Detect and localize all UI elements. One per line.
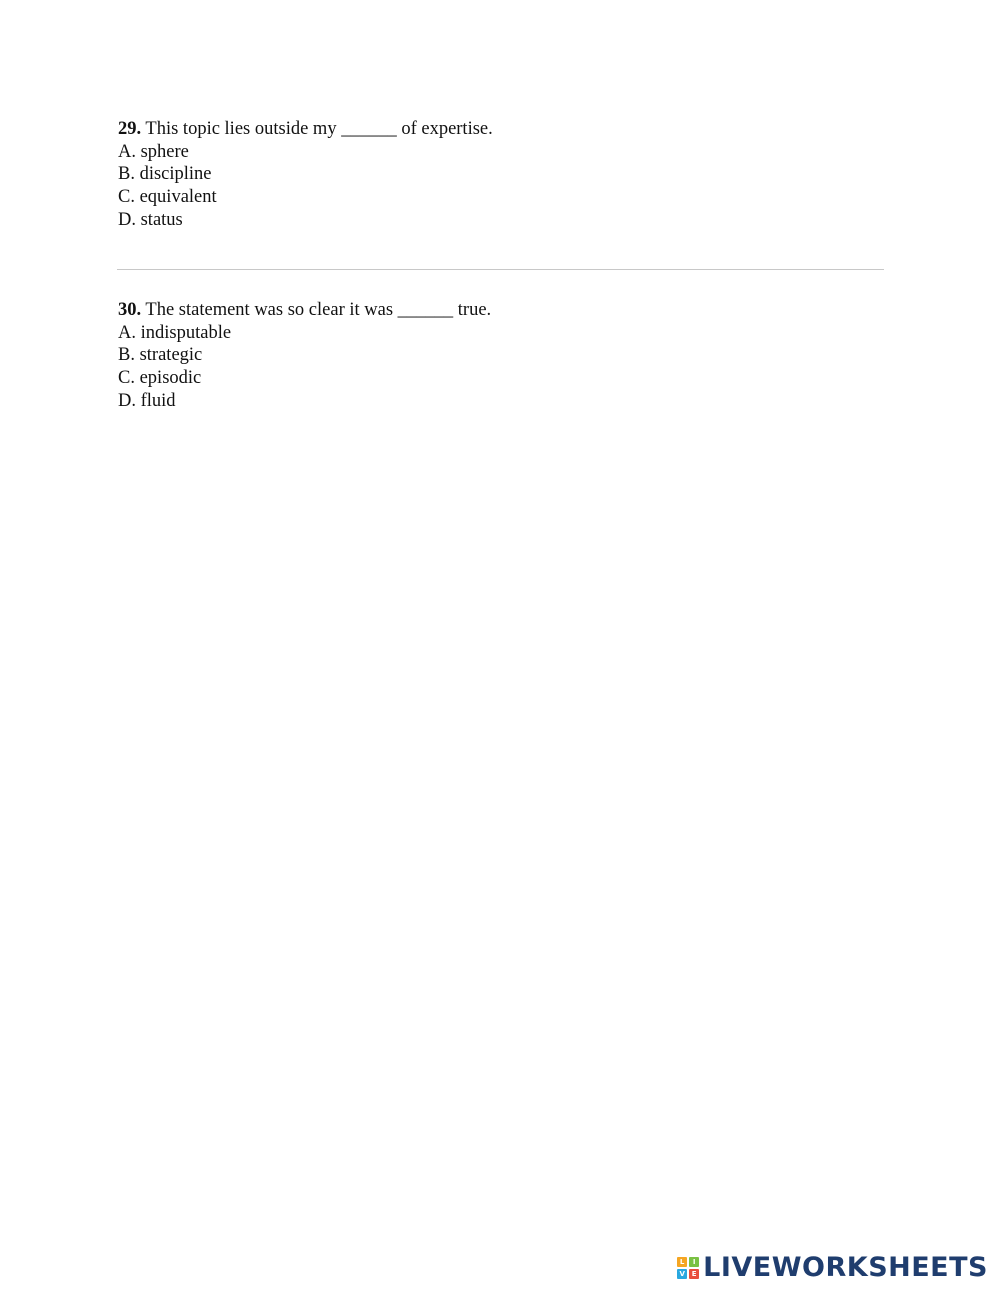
- answer-option-b: B. strategic: [118, 345, 203, 366]
- answer-option-d: D. status: [118, 209, 183, 230]
- logo-mark-letter: L: [677, 1257, 687, 1267]
- logo-mark-letter: V: [677, 1269, 687, 1279]
- logo-mark-letter: I: [689, 1257, 699, 1267]
- logo-mark-letter: E: [689, 1269, 699, 1279]
- question-divider: [117, 269, 884, 270]
- answer-option-b: B. discipline: [118, 164, 212, 185]
- logo-mark-icon: [677, 1257, 699, 1279]
- logo-wordmark: LIVEWORKSHEETS: [703, 1252, 988, 1283]
- question-stem: [118, 118, 898, 141]
- question-stem: [118, 299, 898, 322]
- question-29: [118, 118, 898, 232]
- question-30: [118, 299, 898, 413]
- question-number: 30.: [118, 300, 142, 320]
- question-text: This topic lies outside my ______ of expertise.: [141, 119, 493, 139]
- answer-option-c: C. episodic: [118, 368, 202, 389]
- liveworksheets-logo: [677, 1253, 988, 1283]
- answer-option-a: A. sphere: [118, 141, 189, 162]
- answer-option-d: D. fluid: [118, 390, 176, 411]
- answer-option-c: C. equivalent: [118, 187, 217, 208]
- question-number: 29.: [118, 119, 142, 139]
- question-text: The statement was so clear it was ______ true.: [141, 300, 492, 320]
- answer-option-a: A. indisputable: [118, 322, 232, 343]
